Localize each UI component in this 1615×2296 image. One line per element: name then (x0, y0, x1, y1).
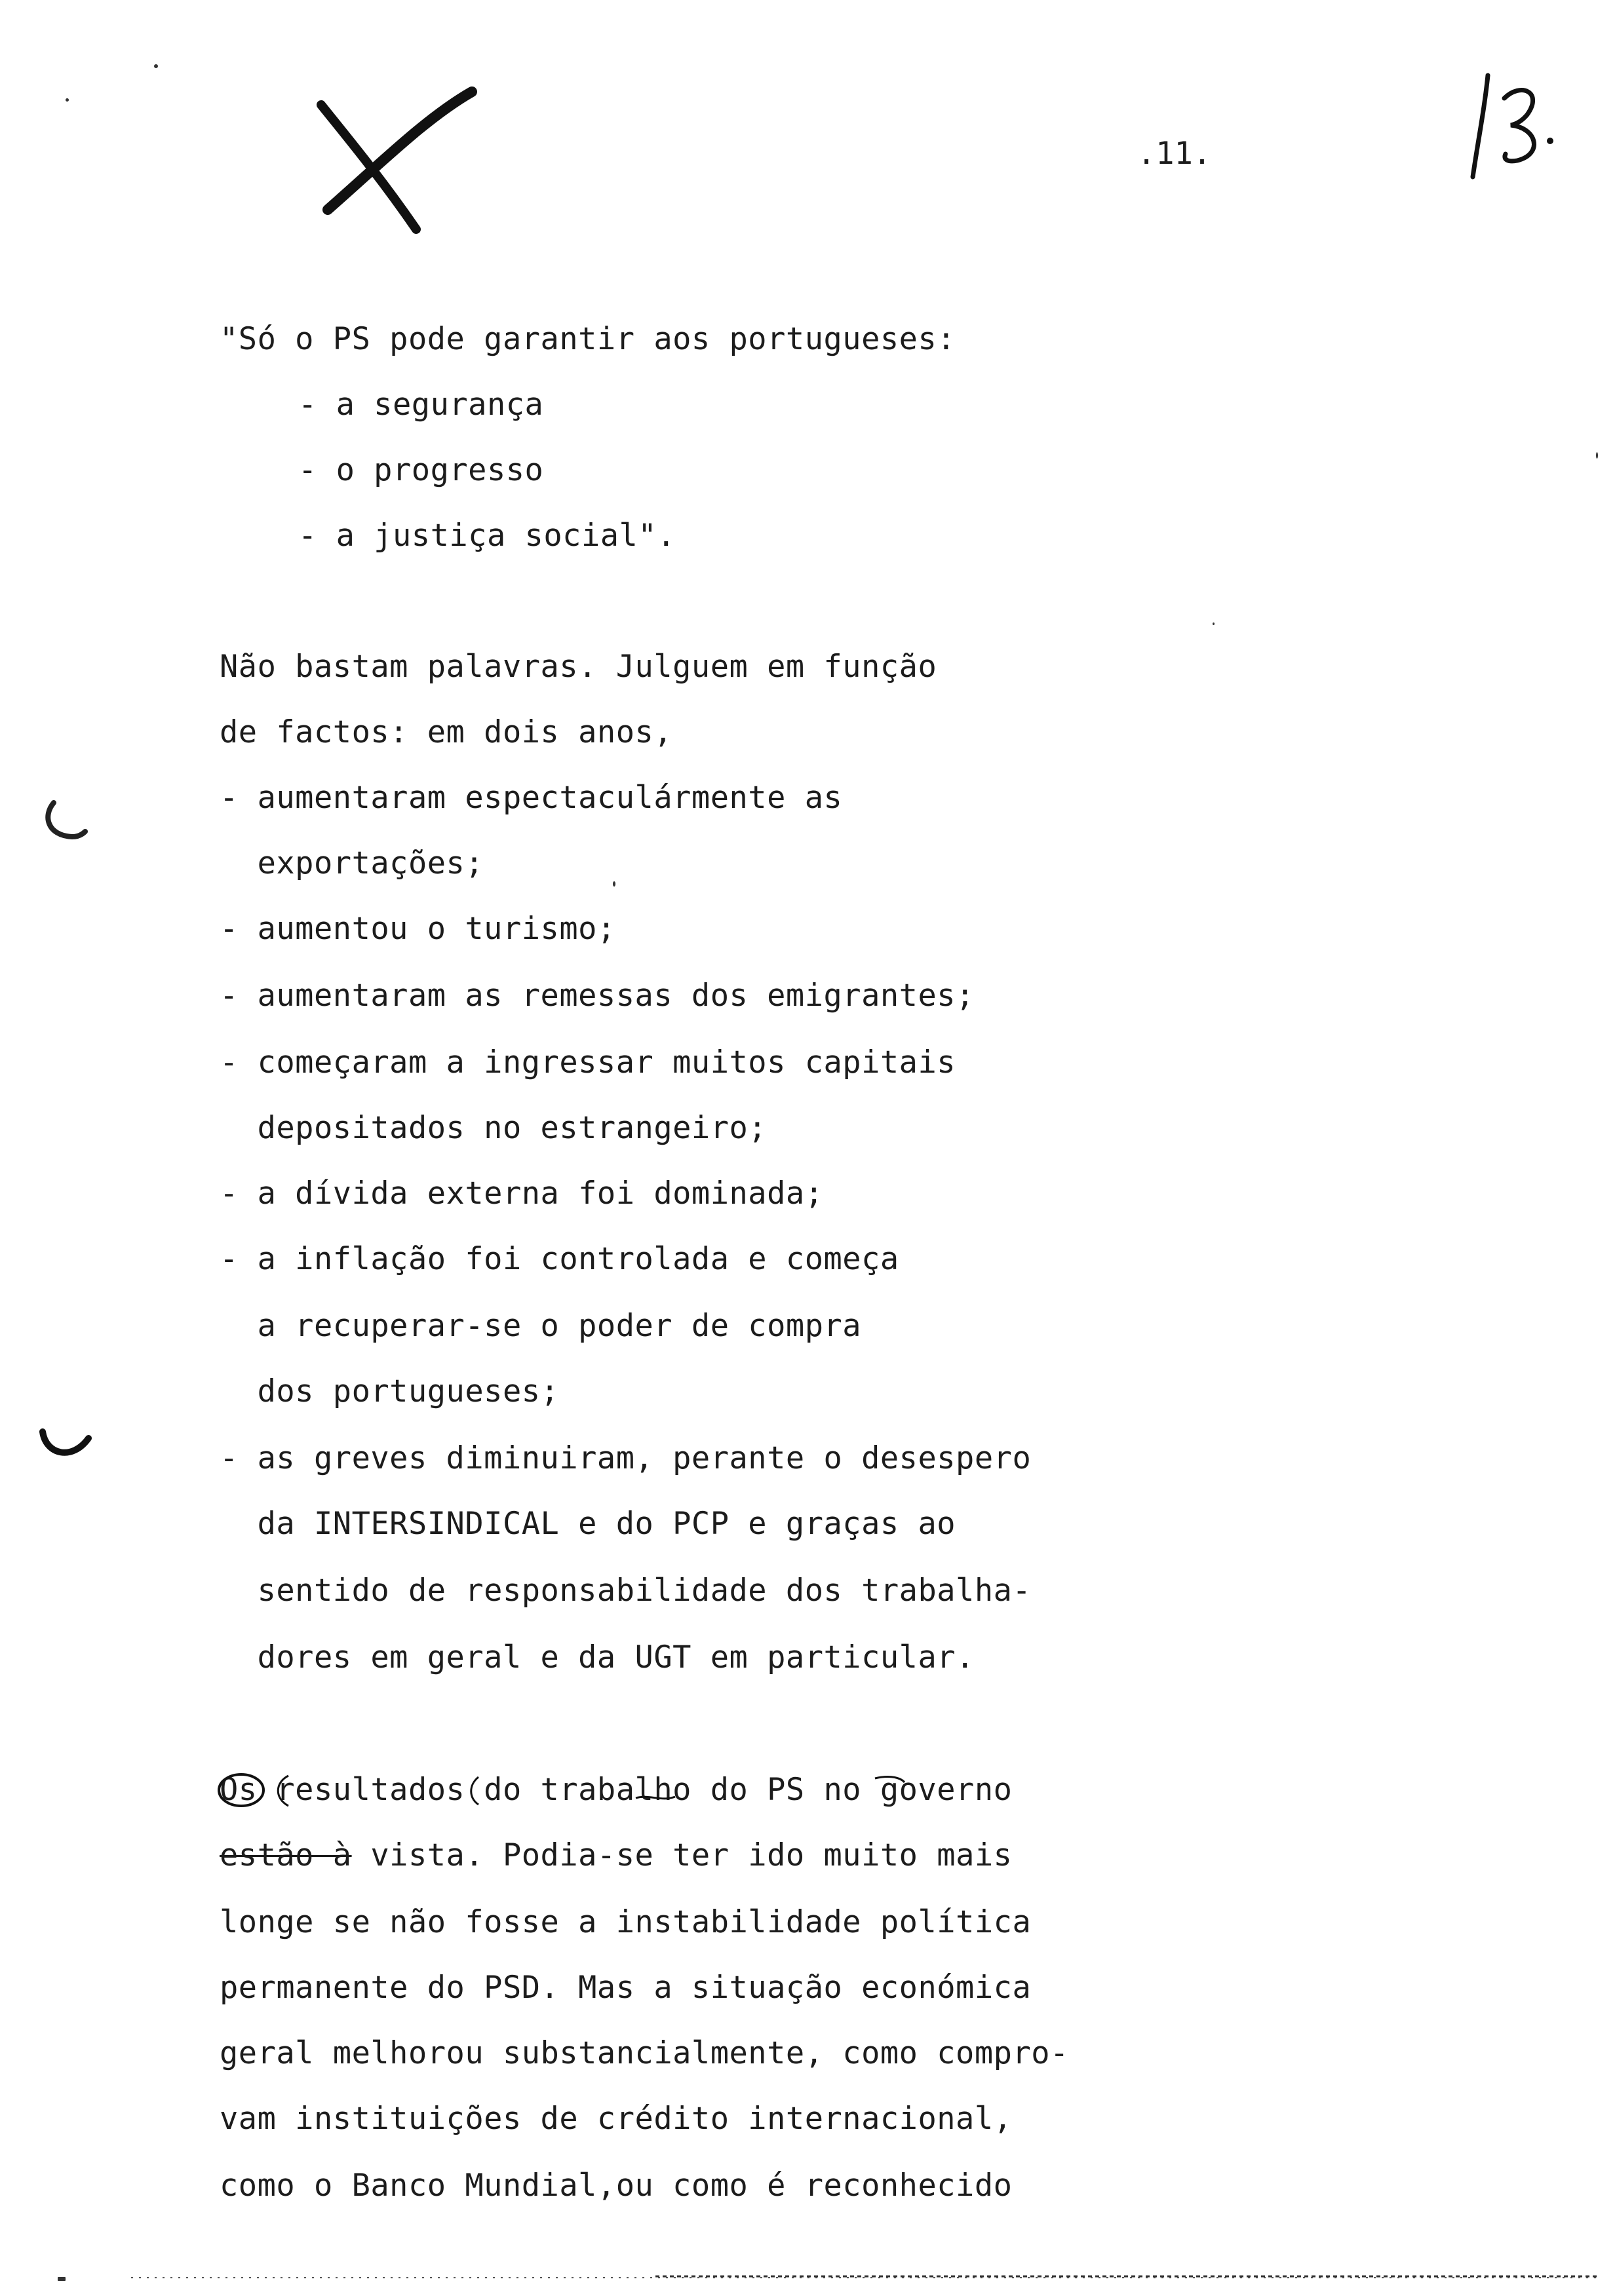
scan-speck (1213, 622, 1215, 625)
handwritten-page-number (1458, 62, 1563, 187)
quote-item: - o progresso (298, 452, 544, 488)
fact-line: a recuperar-se o poder de compra (220, 1308, 862, 1344)
fact-line: depositados no estrangeiro; (220, 1110, 768, 1146)
scan-speck (613, 881, 615, 887)
scan-speck (154, 64, 158, 68)
fact-line: - a inflação foi controlada e começa (220, 1241, 899, 1277)
page-number: .11. (1137, 136, 1212, 172)
results-line: vam instituições de crédito internacional, (220, 2101, 1013, 2137)
intro-line: Não bastam palavras. Julguem em função (220, 649, 937, 685)
fact-line: - começaram a ingressar muitos capitais (220, 1044, 956, 1081)
results-line: permanente do PSD. Mas a situação económica (220, 1970, 1032, 2006)
fact-line: dos portugueses; (220, 1373, 560, 1409)
handwritten-x-mark (308, 79, 485, 236)
fact-line: - aumentaram as remessas dos emigrantes; (220, 978, 975, 1014)
fact-line: dores em geral e da UGT em particular. (220, 1639, 975, 1675)
quote-heading: "Só o PS pode garantir aos portugueses: (220, 321, 956, 357)
fact-line: - a dívida externa foi dominada; (220, 1176, 824, 1212)
fact-line: - aumentou o turismo; (220, 911, 616, 947)
scan-speck (1596, 452, 1598, 459)
results-line: geral melhorou substancialmente, como compro- (220, 2035, 1069, 2071)
fact-line: - aumentaram espectaculármente as (220, 780, 843, 816)
struck-text: estão à (220, 1837, 352, 1873)
results-line (220, 1836, 1012, 1875)
quote-item: - a justiça social". (298, 518, 676, 554)
handwritten-circle-mark (215, 1769, 267, 1811)
fact-line: - as greves diminuiram, perante o desespero (220, 1440, 1032, 1476)
quote-item: - a segurança (298, 387, 544, 423)
fact-line: exportações; (220, 845, 484, 881)
scan-speck (66, 98, 69, 102)
results-line: como o Banco Mundial,ou como é reconhecido (220, 2168, 1013, 2204)
scan-edge-noise (131, 2272, 1599, 2282)
fact-line: sentido de responsabilidade dos trabalha- (220, 1573, 1032, 1609)
handwritten-edit-marks (262, 1769, 1049, 1811)
results-line: Os resultados do trabalho do PS no governo (220, 1772, 1013, 1808)
results-text: vista. Podia-se ter ido muito mais (351, 1837, 1013, 1873)
fact-line: da INTERSINDICAL e do PCP e graças ao (220, 1506, 956, 1542)
scan-speck (58, 2277, 66, 2281)
intro-line: de factos: em dois anos, (220, 714, 673, 750)
results-line: longe se não fosse a instabilidade política (220, 1904, 1032, 1940)
punch-hole-mark (36, 1422, 95, 1468)
punch-hole-mark (39, 796, 92, 849)
